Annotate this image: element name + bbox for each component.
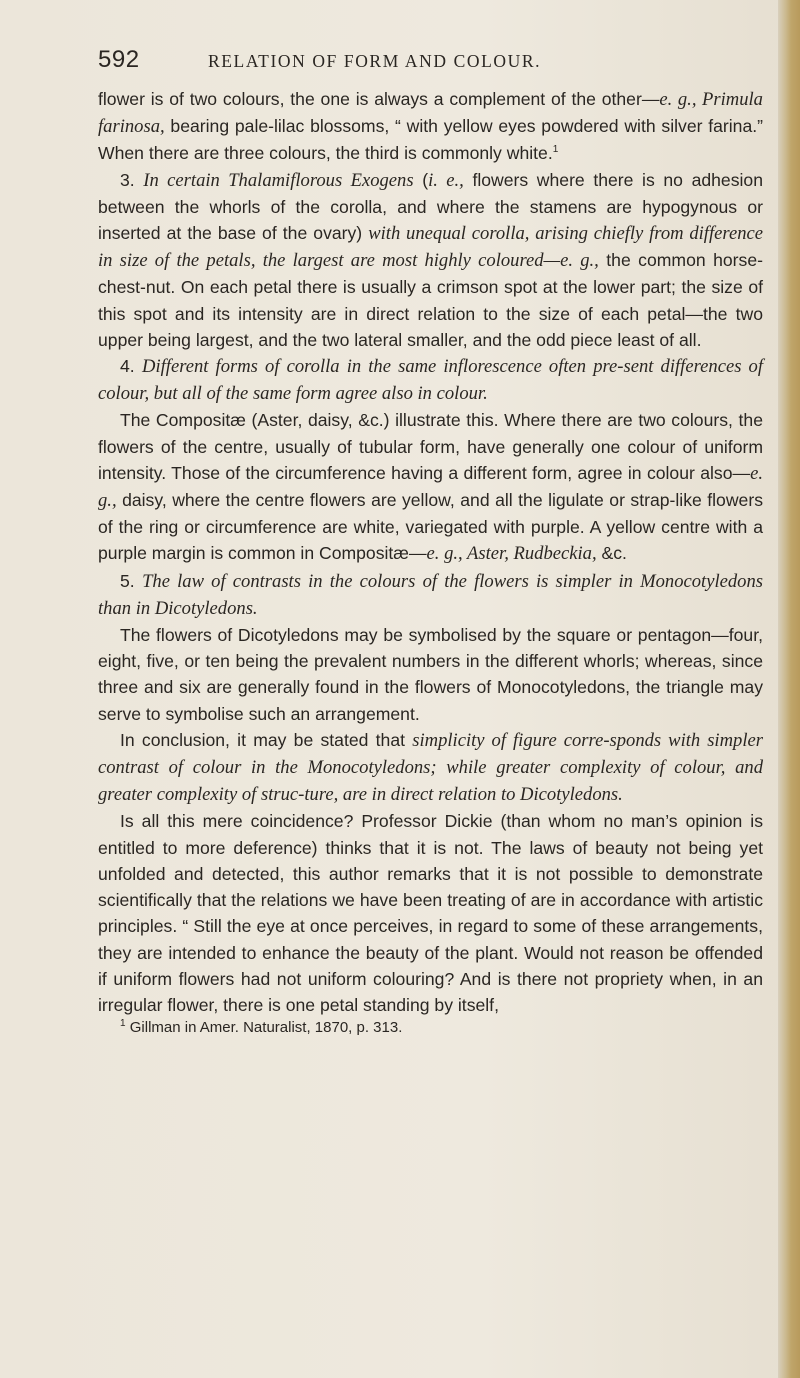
running-head: RELATION OF FORM AND COLOUR.: [208, 51, 542, 71]
footnote: [98, 1018, 763, 1038]
paragraph-8: [98, 808, 763, 1018]
text-run: the common horse-chest-nut. On each petal there is usually a crimson spot at the lower part; the size of this spot and its intensity are in direct relation to the size of each petal—the two upper being largest, and the two lateral smaller, and the odd piece least of all.: [98, 250, 763, 350]
text-run: The Compositæ (Aster, daisy, &c.) illustrate this. Where there are two colours, the flowers of the centre, usually of tubular form, have generally one colour of uniform intensity. Those of the circumference having a different form, agree in colour also—: [98, 410, 763, 483]
text-run: 3.: [120, 169, 144, 190]
text-run: flower is of two colours, the one is always a complement of the other—: [98, 89, 660, 109]
footnote-marker: 1: [120, 1018, 126, 1030]
italic-run: e. g., Primula farinosa,: [98, 89, 763, 138]
paragraph-4: [98, 407, 763, 567]
text-run: In conclusion, it may be stated that: [120, 729, 413, 750]
italic-run: Different forms of corolla in the same inflorescence often pre-sent differences of colour, but all of the same form agree also in colour.: [98, 356, 763, 405]
italic-run: simplicity of figure corre-sponds with simpler contrast of colour in the Monocotyledons; while greater complexity of colour, and greater complexity of struc-ture, are in direct relation to Dicotyledons.: [98, 729, 763, 806]
body-text: [98, 86, 763, 1038]
text-run: bearing pale-lilac blossoms, “ with yellow eyes powdered with silver farina.” When there are three colours, the third is commonly white.: [98, 116, 763, 164]
italic-run: e. g., Aster, Rudbeckia,: [426, 543, 597, 565]
paragraph-7: [98, 727, 763, 809]
footnote-text: Gillman in Amer. Naturalist, 1870, p. 313.: [125, 1019, 403, 1037]
text-run: 5.: [120, 570, 143, 591]
paragraph-2: [98, 167, 763, 353]
italic-run: The law of contrasts in the colours of the flowers is simpler in Monocotyledons than in Dicotyledons.: [98, 570, 764, 619]
footnote-ref: 1: [552, 144, 559, 156]
italic-run: In certain Thalamiflorous Exogens: [143, 169, 414, 191]
text-run: flowers where there is no adhesion between the whorls of the corolla, and where the stamens are hypogynous or inserted at the base of the ovary): [98, 169, 763, 244]
text-run: &c.: [596, 543, 627, 564]
paragraph-6: [98, 622, 763, 727]
paragraph-5: [98, 568, 763, 622]
text-run: (: [413, 169, 429, 190]
text-run: The flowers of Dicotyledons may be symbolised by the square or pentagon—four, eight, five, or ten being the prevalent numbers in the different whorls; whereas, since three and six are generally found in the flowers of Monocotyledons, the triangle may serve to symbolise such an arrangement.: [98, 625, 763, 724]
page-edge: [778, 0, 800, 1378]
italic-run: with unequal corolla, arising chiefly from difference in size of the petals, the largest are most highly coloured—e. g.,: [98, 223, 763, 272]
italic-run: i. e.,: [428, 169, 464, 191]
paragraph-1: [98, 86, 763, 167]
italic-run: e. g.,: [98, 462, 763, 512]
text-run: 4.: [120, 356, 143, 377]
paragraph-3: [98, 353, 763, 407]
text-run: daisy, where the centre flowers are yellow, and all the ligulate or strap-like flowers of the ring or circumference are white, variegated with purple. A yellow centre with a purple margin is common in Compositæ—: [98, 490, 763, 564]
text-run: Is all this mere coincidence? Professor Dickie (than whom no man’s opinion is entitled to more deference) thinks that it is not. The laws of beauty not being yet unfolded and detected, this author remarks that it is not possible to demonstrate scientifically that the relations we have been treating of are in accordance with artistic principles. “ Still the eye at once perceives, in regard to some of these arrangements, they are intended to enhance the beauty of the plant. Would not reason be offended if uniform flowers had not uniform colouring? And is there not propriety when, in an irregular flower, there is one petal standing by itself,: [98, 811, 763, 1015]
page-header: [98, 46, 758, 76]
page-number: 592: [98, 46, 140, 73]
